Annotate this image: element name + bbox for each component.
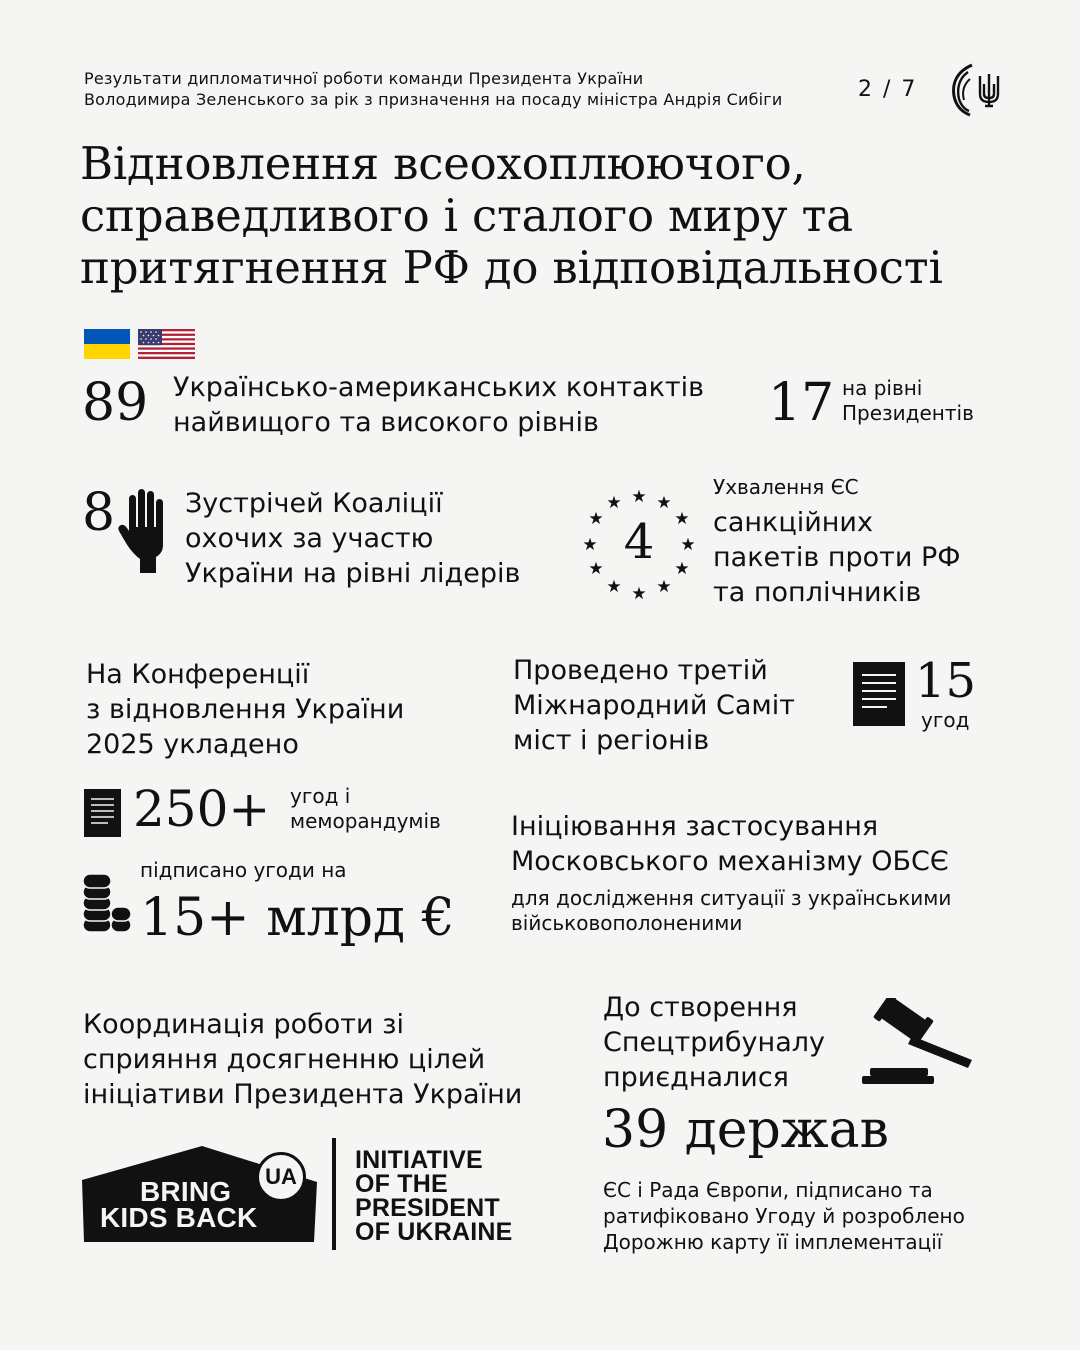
- coalition-line-1: Зустрічей Коаліції: [185, 488, 443, 519]
- osce-sub-line-1: для дослідження ситуації з українськими: [511, 886, 952, 910]
- svg-text:★: ★: [582, 535, 598, 555]
- page-indicator: 2 / 7: [858, 77, 918, 102]
- agreements-line-1: угод і: [290, 784, 351, 808]
- summit-number: 15: [915, 653, 977, 709]
- title-line-3: притягнення РФ до відповідальності: [80, 241, 943, 294]
- contacts-number: 89: [82, 373, 149, 433]
- gavel-icon: [860, 998, 974, 1086]
- conference-line-3: 2025 укладено: [86, 729, 299, 760]
- agreements-text: [290, 784, 441, 834]
- agreements-line-2: меморандумів: [290, 809, 441, 833]
- svg-text:★: ★: [656, 577, 672, 597]
- svg-text:★: ★: [674, 559, 690, 579]
- tribunal-line-3: приєдналися: [603, 1062, 789, 1093]
- svg-text:★: ★: [631, 487, 647, 507]
- sanctions-number: 4: [623, 514, 655, 570]
- svg-text:★: ★: [606, 493, 622, 513]
- title-line-1: Відновлення всеохоплюючого,: [80, 137, 806, 190]
- title-line-2: справедливого і сталого миру та: [80, 189, 853, 242]
- initiative-line-2: OF THE: [355, 1170, 448, 1198]
- initiative-line-4: OF UKRAINE: [355, 1218, 513, 1246]
- summit-line-2: Міжнародний Саміт: [513, 690, 795, 721]
- header-line-2: Володимира Зеленського за рік з призначення на посаду міністра Андрія Сибіги: [84, 90, 783, 109]
- initiative-line-3: PRESIDENT: [355, 1194, 500, 1222]
- tribunal-sub-line-3: Дорожню карту її імплементації: [603, 1230, 943, 1254]
- initiative-line-1: INITIATIVE: [355, 1146, 483, 1174]
- coordination-line-3: ініціативи Президента України: [83, 1079, 523, 1110]
- svg-text:★: ★: [656, 493, 672, 513]
- kids-back-word: KIDS BACK: [100, 1202, 258, 1233]
- svg-text:★: ★: [680, 535, 696, 555]
- tribunal-text: [603, 990, 825, 1095]
- presidents-text: [842, 376, 974, 426]
- raised-hand-icon: [118, 487, 168, 575]
- sanctions-line-3: та поплічників: [713, 577, 922, 608]
- contacts-text-line-2: найвищого та високого рівнів: [173, 407, 599, 438]
- tribunal-line-2: Спецтрибуналу: [603, 1027, 825, 1058]
- osce-subtitle: [511, 886, 951, 936]
- signed-caption: підписано угоди на: [140, 858, 347, 882]
- coalition-text: [185, 486, 520, 591]
- document-icon: [853, 662, 905, 726]
- sanctions-line-1: санкційних: [713, 507, 873, 538]
- header-line-1: Результати дипломатичної роботи команди Президента України: [84, 69, 644, 88]
- presidents-number: 17: [768, 373, 835, 433]
- bring-kids-back-logo: [82, 1142, 322, 1242]
- tribunal-subtitle: [603, 1177, 965, 1255]
- tribunal-line-1: До створення: [603, 992, 798, 1023]
- contacts-text: [173, 370, 704, 440]
- logo-divider: [332, 1138, 336, 1250]
- trident-icon: [977, 72, 1001, 108]
- mfa-logo-icon: [948, 62, 974, 118]
- tribunal-sub-line-2: ратифіковано Угоду й розроблено: [603, 1204, 965, 1228]
- coordination-line-2: сприяння досягненню цілей: [83, 1044, 486, 1075]
- osce-line-1: Ініціювання застосування: [511, 811, 879, 842]
- svg-text:★: ★: [674, 509, 690, 529]
- coalition-line-2: охочих за участю: [185, 523, 434, 554]
- conference-line-1: На Конференції: [86, 659, 310, 690]
- header-subtitle: [84, 68, 783, 110]
- summit-line-3: міст і регіонів: [513, 725, 710, 756]
- conference-line-2: з відновлення України: [86, 694, 405, 725]
- page-title: [80, 138, 943, 294]
- svg-text:★: ★: [588, 559, 604, 579]
- coordination-line-1: Координація роботи зі: [83, 1009, 405, 1040]
- tribunal-number: 39 держав: [602, 1100, 889, 1160]
- coin-stack-icon: [82, 874, 132, 936]
- presidents-line-1: на рівні: [842, 376, 923, 400]
- svg-text:★: ★: [631, 584, 647, 604]
- tribunal-sub-line-1: ЄС і Рада Європи, підписано та: [603, 1178, 933, 1202]
- presidents-line-2: Президентів: [842, 401, 974, 425]
- summit-line-1: Проведено третій: [513, 655, 768, 686]
- svg-text:★: ★: [606, 577, 622, 597]
- bring-word: BRING: [140, 1176, 232, 1207]
- osce-line-2: Московського механізму ОБСЄ: [511, 846, 949, 877]
- document-icon: [84, 789, 121, 837]
- agreements-number: 250+: [133, 780, 271, 838]
- ukraine-flag-icon: [84, 329, 130, 359]
- coordination-text: [83, 1007, 522, 1112]
- sanctions-line-2: пакетів проти РФ: [713, 542, 961, 573]
- signed-amount: 15+ млрд €: [140, 888, 455, 948]
- initiative-text: [355, 1148, 513, 1244]
- sanctions-text: [713, 505, 961, 610]
- sanctions-caption: Ухвалення ЄС: [713, 475, 859, 499]
- contacts-text-line-1: Українсько-американських контактів: [173, 372, 705, 403]
- usa-flag-icon: [138, 329, 195, 359]
- coalition-line-3: України на рівні лідерів: [185, 558, 521, 589]
- osce-sub-line-2: військовополоненими: [511, 911, 743, 935]
- summit-text: [513, 653, 795, 758]
- coalition-number: 8: [82, 483, 116, 543]
- summit-unit: угод: [921, 708, 970, 732]
- svg-text:★: ★: [588, 509, 604, 529]
- ua-badge: UA: [256, 1152, 306, 1202]
- conference-text: [86, 657, 404, 762]
- osce-title: [511, 809, 949, 879]
